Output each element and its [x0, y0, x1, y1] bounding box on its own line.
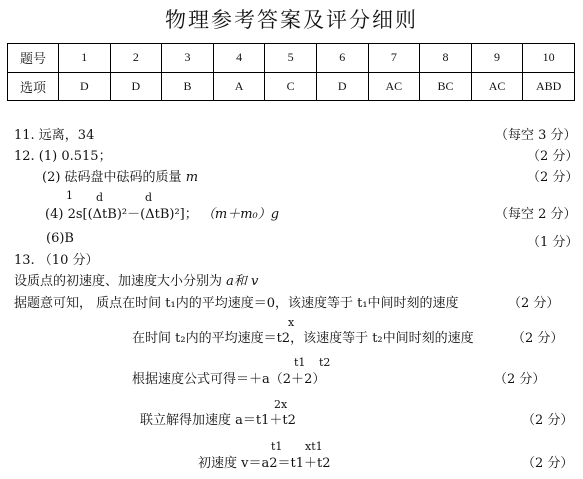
- q13-s4-text-a: 联立解得加速度 a＝: [140, 413, 256, 428]
- q12-d1-num: d: [96, 191, 104, 204]
- q12-line6: (6)B: [46, 231, 74, 246]
- q12-line1: 12. (1) 0.515；: [14, 149, 112, 164]
- table-cell: B: [162, 72, 214, 101]
- table-cell: BC: [420, 72, 472, 101]
- q13-step2-score: （2 分）: [512, 331, 564, 346]
- table-cell: A: [213, 72, 265, 101]
- q12-d1-den: ΔtB: [92, 207, 117, 222]
- q12-frac-den1: 2s: [67, 207, 83, 222]
- q12-line2-text: (2) 砝码盘中砝码的质量: [42, 170, 182, 185]
- q12-line4-prefix: (4): [45, 207, 64, 222]
- table-cell: AC: [368, 72, 420, 101]
- q13-s3-text-b: ）: [312, 372, 326, 387]
- table-cell: 8: [420, 44, 472, 73]
- row-label-number: 题号: [8, 44, 59, 73]
- table-row: [8, 44, 575, 73]
- q13-s5-eq: ＝: [277, 456, 291, 471]
- table-cell: C: [265, 72, 317, 101]
- q13-step3: [132, 368, 325, 387]
- q12-frac-num1: 1: [66, 189, 73, 202]
- q13-s5-text-a: 初速度 v＝a: [198, 456, 270, 471]
- q12-line6-score: （1 分）: [527, 235, 579, 250]
- q12-line4-score: （每空 2 分）: [495, 207, 577, 222]
- answer-table: [7, 43, 575, 101]
- q12-line1-score: （2 分）: [527, 149, 579, 164]
- q11-score: （每空 3 分）: [495, 128, 577, 143]
- q13-s3-num1: t1: [294, 356, 306, 369]
- q12-mass: （m＋m₀）g: [201, 207, 280, 222]
- q13-step5-score: （2 分）: [522, 456, 574, 471]
- table-cell: 5: [265, 44, 317, 73]
- q12-bracket-open: [(: [82, 207, 93, 222]
- table-row: [8, 72, 575, 101]
- row-label-option: 选项: [8, 72, 59, 101]
- q13-s4-den: t1＋t2: [255, 413, 296, 428]
- q13-setup-text: 设质点的初速度、加速度大小分别为: [14, 274, 223, 289]
- q13-step1: 据题意可知， 质点在时间 t₁内的平均速度＝0，该速度等于 t₁中间时刻的速度: [14, 296, 459, 311]
- q13-step2: [132, 327, 474, 346]
- q12-d2-den: ΔtB: [145, 207, 170, 222]
- q13-step3-score: （2 分）: [494, 372, 546, 387]
- q13-s2-text-a: 在时间 t₂内的平均速度＝: [132, 331, 277, 346]
- q13-s5-num2: xt1: [305, 440, 323, 453]
- q13-s4-num: 2x: [274, 398, 288, 411]
- q12-line2-score: （2 分）: [527, 170, 579, 185]
- q12-bracket-close: )²]；: [169, 207, 198, 222]
- table-cell: D: [316, 72, 368, 101]
- q12-line2-var: m: [185, 170, 199, 185]
- q13-setup-vars: a和 v: [226, 274, 259, 289]
- table-cell: 4: [213, 44, 265, 73]
- q13-s2-den: t2: [276, 331, 291, 346]
- q13-s5-den2: t1＋t2: [290, 456, 331, 471]
- page-title: 物理参考答案及评分细则: [165, 8, 418, 32]
- table-cell: D: [110, 72, 162, 101]
- q13-step4: [140, 409, 296, 428]
- q13-s5-num1: t1: [271, 440, 283, 453]
- table-cell: 9: [471, 44, 523, 73]
- q13-s3-num2: t2: [319, 356, 331, 369]
- q12-mid: )²－(: [116, 207, 146, 222]
- table-cell: 6: [316, 44, 368, 73]
- q13-s2-text-b: ，该速度等于 t₂中间时刻的速度: [290, 331, 474, 346]
- table-cell: 3: [162, 44, 214, 73]
- q13-s2-num: x: [288, 316, 295, 329]
- table-cell: 10: [523, 44, 575, 73]
- table-cell: D: [59, 72, 111, 101]
- q13-s3-plus: ＋: [291, 372, 305, 387]
- q13-s3-den2: 2: [304, 372, 313, 387]
- table-cell: 1: [59, 44, 111, 73]
- q13-step4-score: （2 分）: [522, 413, 574, 428]
- q13-s5-den1: 2: [269, 456, 278, 471]
- table-cell: AC: [471, 72, 523, 101]
- q13-setup: [14, 270, 258, 289]
- q13-step1-score: （2 分）: [508, 296, 560, 311]
- q11-answer: 11. 远离，34: [14, 128, 95, 143]
- q12-d2-num: d: [145, 191, 153, 204]
- q12-line2: [42, 166, 198, 185]
- table-cell: 2: [110, 44, 162, 73]
- q12-line4: [45, 203, 279, 222]
- table-cell: 7: [368, 44, 420, 73]
- table-cell: ABD: [523, 72, 575, 101]
- q13-step5: [198, 452, 331, 471]
- q13-header: 13. （10 分）: [14, 253, 99, 268]
- q13-s3-den1: 2: [282, 372, 292, 387]
- q13-s3-text-a: 根据速度公式可得＝＋a（: [132, 372, 283, 387]
